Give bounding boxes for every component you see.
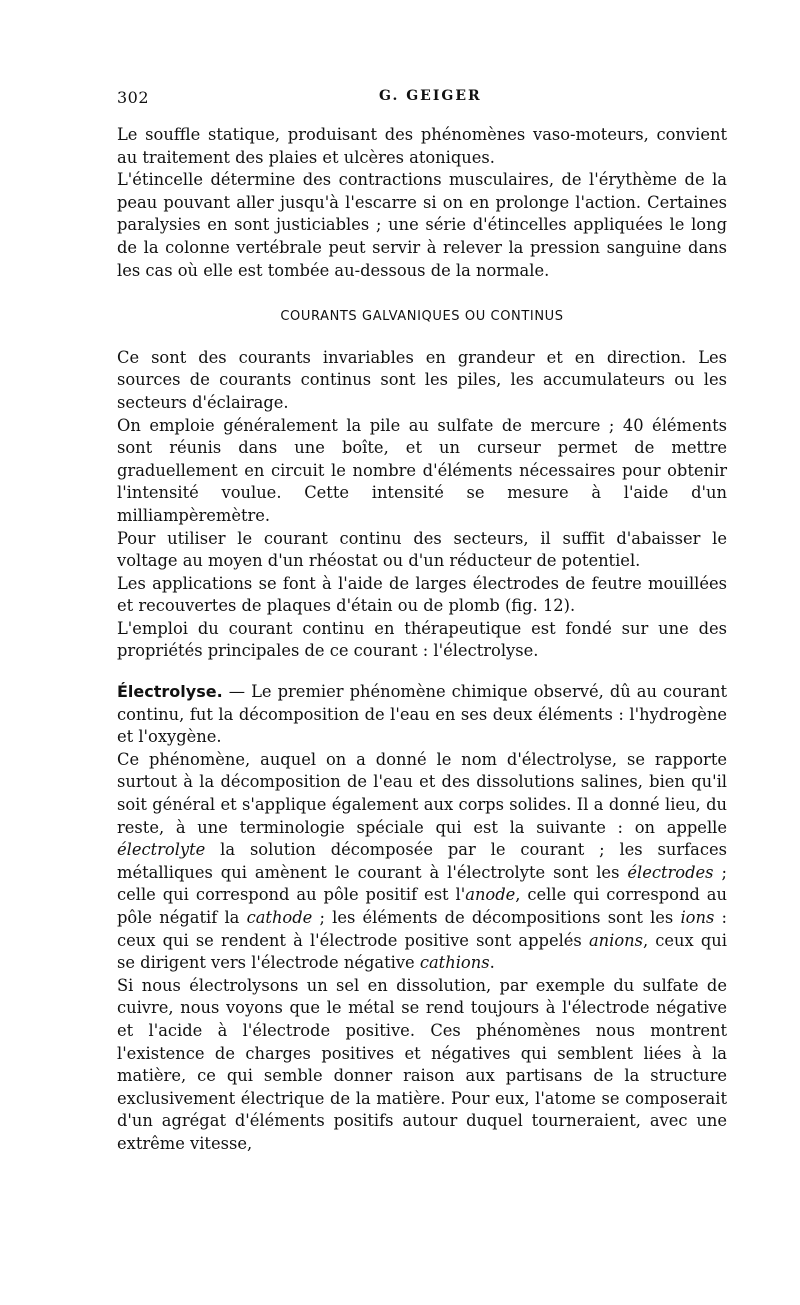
section-gap [117,663,727,681]
term-cathions: cathions [419,953,490,973]
text-span: ; les éléments de décompositions sont les [312,908,681,927]
text-span: , ceux qui se dirigent vers l'électrode négative [117,930,727,973]
section-heading: COURANTS GALVANIQUES OU CONTINUS [280,309,564,325]
running-head: G. GEIGER [379,88,482,104]
paragraph-electrolyse-lead [117,681,727,749]
term-electrodes: électrodes [627,862,714,882]
paragraph-souffle: Le souffle statique, produisant des phénomènes vaso-moteurs, convient au traitement des plaies et ulcères atoniques. [117,125,727,167]
term-anode: anode [465,885,516,905]
text-span: . [489,953,495,973]
paragraph-terminologie [117,749,727,975]
text-span: la solution décomposée par le courant ; les surfaces métalliques qui amènent le courant à l'électrolyte sont les [117,840,727,882]
electrolyse-lead-text: — Le premier phénomène chimique observé, dû au courant continu, fut la décomposition de l'eau en ses deux éléments : l'hydrogène et l'oxygène. [117,682,727,747]
term-ions: ions [680,908,715,927]
paragraph-pile: On emploie généralement la pile au sulfate de mercure ; 40 éléments sont réunis dans une boîte, et un curseur permet de mettre graduellement en circuit le nombre d'éléments nécessaires pour obtenir l'intensité voulue. Cette intensité se mesure à l'aide d'un milliampèremètre. [117,415,727,525]
page-body [117,124,727,1156]
page-number: 302 [117,88,150,107]
term-anions: anions [588,930,643,950]
paragraph-etincelle: L'étincelle détermine des contractions musculaires, de l'érythème de la peau pouvant aller jusqu'à l'escarre si on en prolonge l'action. Certaines paralysies en sont justiciables ; une série d'étincelles appliquées le long de la colonne vertébrale peut servir à relever la pression sanguine dans les cas où elle est tombée au-dessous de la normale. [117,170,727,280]
paragraph-sulfate-cuivre: Si nous électrolysons un sel en dissolution, par exemple du sulfate de cuivre, nous voyons que le métal se rend toujours à l'électrode négative et l'acide à l'électrode positive. Ces phénomènes nous montrent l'existence de charges positives et négatives qui semblent liées à la matière, ce qui semble donner raison aux partisans de la structure exclusivement électrique de la matière. Pour eux, l'atome se composerait d'un agrégat d'éléments positifs autour duquel tourneraient, avec une extrême vitesse, [117,975,727,1153]
paragraph-applications: Les applications se font à l'aide de larges électrodes de feutre mouillées et recouvertes de plaques d'étain ou de plomb (fig. 12). [117,573,727,616]
paragraph-emploi: L'emploi du courant continu en thérapeutique est fondé sur une des propriétés principales de ce courant : l'électrolyse. [117,618,727,661]
text-span: Ce phénomène, auquel on a donné le nom d'électrolyse, se rapporte surtout à la décomposition de l'eau et des dissolutions salines, bien qu'il soit général et s'applique également aux corps solides. Il a donné lieu, du reste, à une terminologie spéciale qui est la suivante : on appelle [117,749,727,837]
term-cathode: cathode [246,908,313,927]
paragraph-secteurs: Pour utiliser le courant continu des secteurs, il suffit d'abaisser le voltage au moyen d'un rhéostat ou d'un réducteur de potentiel. [117,528,727,571]
electrolyse-run-in: Électrolyse. [117,682,223,702]
text-span: : ceux qui se rendent à l'électrode positive sont appelés [117,908,727,950]
term-electrolyte: électrolyte [117,840,206,860]
text-span: , celle qui correspond au pôle négatif la [117,885,727,927]
text-span: ; celle qui correspond au pôle positif est l' [117,862,727,905]
page-header [117,88,722,112]
paragraph-courants: Ce sont des courants invariables en grandeur et en direction. Les sources de courants continus sont les piles, les accumulateurs ou les secteurs d'éclairage. [117,347,727,412]
